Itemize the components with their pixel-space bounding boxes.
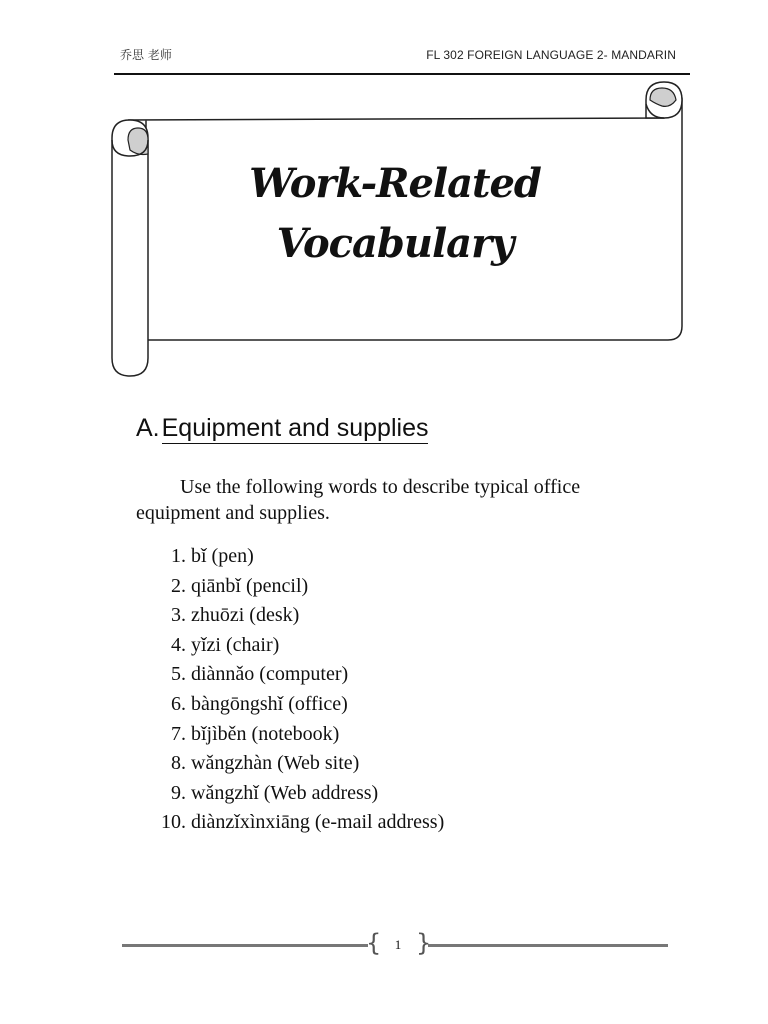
list-item bbox=[136, 749, 444, 779]
item-number: 1. bbox=[171, 545, 186, 567]
header-course: FL 302 FOREIGN LANGUAGE 2- MANDARIN bbox=[426, 48, 676, 62]
item-number: 2. bbox=[171, 574, 186, 597]
item-number: 7. bbox=[171, 722, 186, 745]
page-number: 1 bbox=[394, 937, 402, 952]
intro-paragraph bbox=[136, 474, 656, 526]
item-term: qiānbǐ (pencil) bbox=[191, 574, 309, 597]
item-number: 6. bbox=[171, 692, 186, 715]
list-item bbox=[136, 720, 444, 750]
list-item bbox=[136, 690, 444, 720]
intro-text: Use the following words to describe typical office equipment and supplies. bbox=[136, 476, 581, 524]
title-banner bbox=[0, 0, 768, 400]
footer-rule-right bbox=[428, 944, 668, 947]
item-term: bǐjìběn (notebook) bbox=[191, 722, 340, 745]
footer-rule-left bbox=[122, 944, 368, 947]
page-bracket-right-icon: } bbox=[416, 929, 432, 957]
item-term: wǎngzhàn (Web site) bbox=[191, 752, 360, 775]
banner-title-line2: Vocabulary bbox=[276, 220, 514, 267]
item-term: diànnǎo (computer) bbox=[191, 663, 349, 686]
page-bracket-left-icon: { bbox=[366, 929, 382, 957]
item-number: 9. bbox=[171, 781, 186, 804]
list-item bbox=[136, 808, 444, 838]
list-item bbox=[136, 779, 444, 809]
item-number: 3. bbox=[171, 604, 186, 627]
list-item bbox=[136, 601, 444, 631]
list-item bbox=[136, 631, 444, 661]
section-heading bbox=[136, 414, 428, 443]
item-number: 10. bbox=[161, 811, 186, 834]
item-term: bǐ (pen) bbox=[191, 545, 254, 567]
header-teacher: 乔思 老师 bbox=[120, 48, 172, 62]
section-letter: A. bbox=[136, 414, 160, 442]
item-term: zhuōzi (desk) bbox=[191, 604, 300, 627]
item-number: 5. bbox=[171, 663, 186, 686]
section-title: Equipment and supplies bbox=[161, 414, 429, 442]
item-number: 8. bbox=[171, 752, 186, 775]
banner-title-line1: Work-Related bbox=[249, 160, 541, 207]
item-term: wǎngzhǐ (Web address) bbox=[191, 781, 379, 804]
item-term: yǐzi (chair) bbox=[191, 633, 280, 656]
list-item bbox=[136, 572, 444, 602]
item-number: 4. bbox=[171, 633, 186, 656]
list-item bbox=[136, 542, 444, 572]
item-term: diànzǐxìnxiāng (e-mail address) bbox=[191, 811, 445, 834]
vocab-list bbox=[136, 542, 444, 838]
list-item bbox=[136, 660, 444, 690]
item-term: bàngōngshǐ (office) bbox=[191, 692, 348, 715]
